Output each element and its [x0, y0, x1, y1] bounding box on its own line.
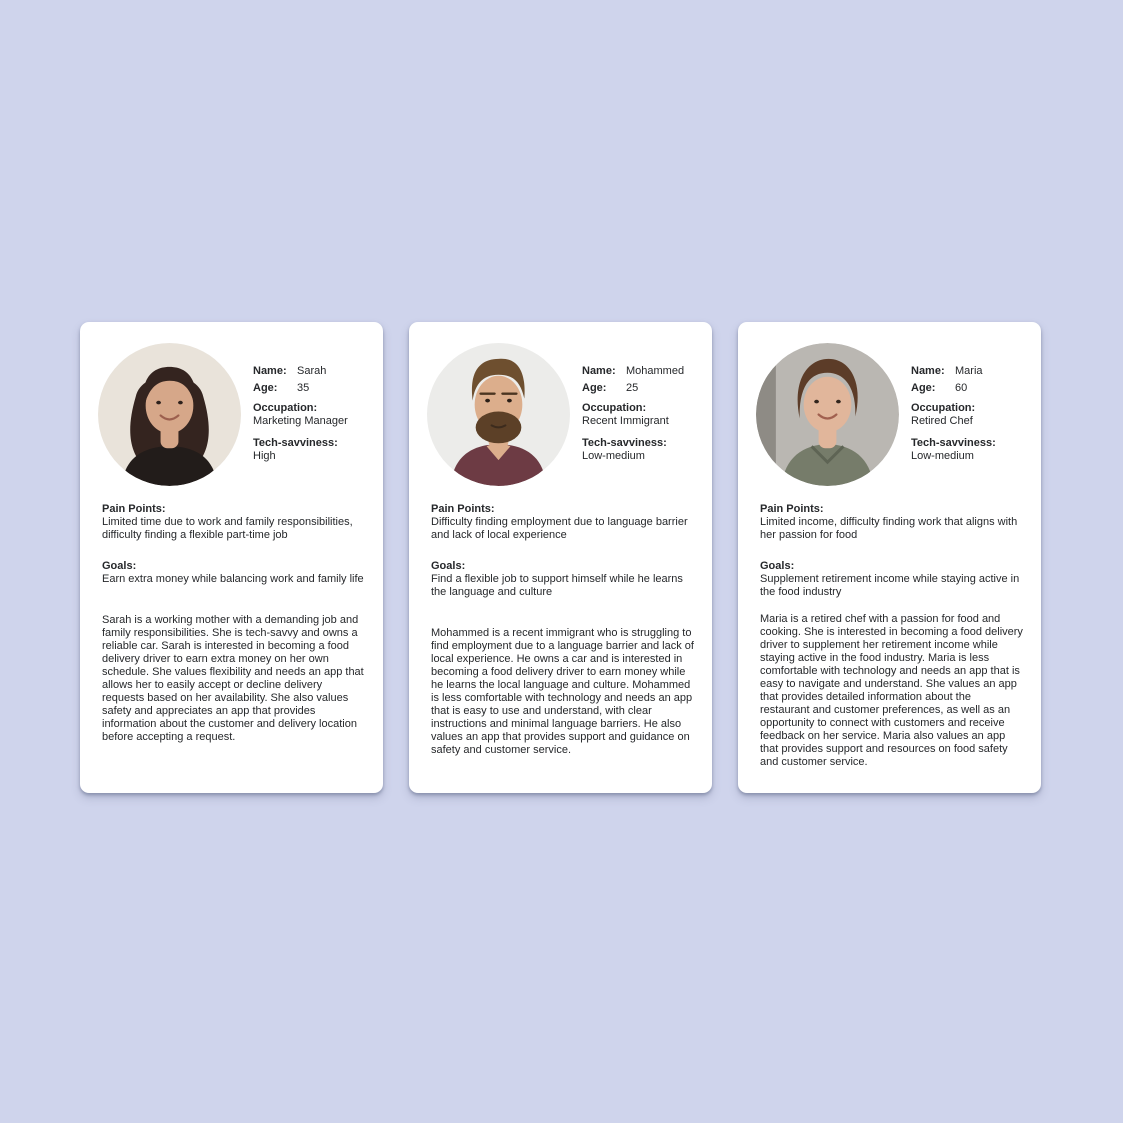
occupation-label: Occupation: [253, 402, 318, 414]
pain-points-heading: Pain Points: [102, 503, 166, 515]
age-value: 35 [297, 382, 310, 394]
persona-header [102, 343, 365, 486]
goals-text: Earn extra money while balancing work and family life [102, 573, 364, 585]
woman-long-dark-hair-portrait-icon [98, 343, 241, 486]
persona-card-maria [738, 322, 1041, 793]
pain-points-text: Difficulty finding employment due to language barrier and lack of local experience [431, 516, 688, 541]
tech-savviness-block [582, 437, 684, 463]
pain-points-heading: Pain Points: [760, 503, 824, 515]
occupation-value: Recent Immigrant [582, 415, 669, 427]
pain-points-text: Limited income, difficulty finding work that aligns with her passion for food [760, 516, 1018, 541]
name-row [582, 363, 684, 380]
goals-heading: Goals: [760, 560, 795, 572]
persona-header [760, 343, 1023, 486]
name-row [253, 363, 348, 380]
occupation-block [911, 402, 996, 428]
persona-description: Maria is a retired chef with a passion for food and cooking. She is interested in becoming a food delivery driver to supplement her retirement income while staying active in the food industry. Maria is less comfortable with technology and needs an app that is easy to navigate and understand. She values an app that provides detailed information about the restaurant and customer preferences, as well as an opportunity to connect with customers and receive feedback on her service. Maria also values an app that provides support and resources on food safety and customer service. [760, 613, 1023, 768]
occupation-value: Retired Chef [911, 415, 973, 427]
occupation-label: Occupation: [582, 402, 647, 414]
occupation-value: Marketing Manager [253, 415, 348, 427]
tech-savviness-value: Low-medium [582, 450, 645, 462]
persona-info [253, 343, 348, 463]
avatar-mohammed [427, 343, 570, 486]
pain-points-section [431, 503, 694, 542]
name-row [911, 363, 996, 380]
tech-savviness-block [911, 437, 996, 463]
tech-savviness-value: High [253, 450, 276, 462]
pain-points-section [760, 503, 1023, 542]
persona-header [431, 343, 694, 486]
tech-savviness-label: Tech-savviness: [253, 437, 338, 449]
occupation-label: Occupation: [911, 402, 976, 414]
goals-text: Supplement retirement income while staying active in the food industry [760, 573, 1020, 598]
age-label: Age: [582, 382, 607, 394]
name-value: Sarah [297, 365, 327, 377]
pain-points-text: Limited time due to work and family responsibilities, difficulty finding a flexible part-time job [102, 516, 353, 541]
goals-heading: Goals: [102, 560, 137, 572]
tech-savviness-label: Tech-savviness: [911, 437, 996, 449]
tech-savviness-value: Low-medium [911, 450, 974, 462]
persona-card-mohammed [409, 322, 712, 793]
name-label: Name: [253, 365, 287, 377]
man-beard-portrait-icon [427, 343, 570, 486]
avatar-sarah [98, 343, 241, 486]
persona-description: Sarah is a working mother with a demanding job and family responsibilities. She is tech-savvy and owns a reliable car. Sarah is interested in becoming a food delivery driver to earn extra money on her own schedule. She values flexibility and needs an app that allows her to easily accept or decline delivery requests based on her availability. She also values safety and appreciates an app that provides information about the customer and delivery location before accepting a request. [102, 614, 364, 743]
pain-points-section [102, 503, 365, 542]
goals-section [102, 560, 365, 586]
goals-heading: Goals: [431, 560, 466, 572]
age-row [253, 380, 348, 397]
avatar-maria [756, 343, 899, 486]
age-row [582, 380, 684, 397]
tech-savviness-block [253, 437, 348, 463]
name-value: Mohammed [626, 365, 685, 377]
occupation-block [253, 402, 348, 428]
age-value: 60 [955, 382, 968, 394]
age-label: Age: [253, 382, 278, 394]
persona-cards-row [80, 322, 1041, 793]
age-row [911, 380, 996, 397]
age-value: 25 [626, 382, 639, 394]
age-label: Age: [911, 382, 936, 394]
pain-points-heading: Pain Points: [431, 503, 495, 515]
goals-section [760, 560, 1023, 599]
occupation-block [582, 402, 684, 428]
woman-short-hair-portrait-icon [756, 343, 899, 486]
persona-info [911, 343, 996, 463]
persona-card-sarah [80, 322, 383, 793]
persona-info [582, 343, 684, 463]
tech-savviness-label: Tech-savviness: [582, 437, 667, 449]
name-label: Name: [911, 365, 945, 377]
persona-description: Mohammed is a recent immigrant who is struggling to find employment due to a language barrier and lack of local experience. He owns a car and is interested in becoming a food delivery driver to earn money while he learns the local language and culture. Mohammed is less comfortable with technology and needs an app that is easy to use and understand, with clear instructions and minimal language barriers. He also values an app that provides support and guidance on safety and customer service. [431, 627, 694, 756]
goals-text: Find a flexible job to support himself while he learns the language and culture [431, 573, 683, 598]
goals-section [431, 560, 694, 599]
name-value: Maria [955, 365, 983, 377]
name-label: Name: [582, 365, 616, 377]
